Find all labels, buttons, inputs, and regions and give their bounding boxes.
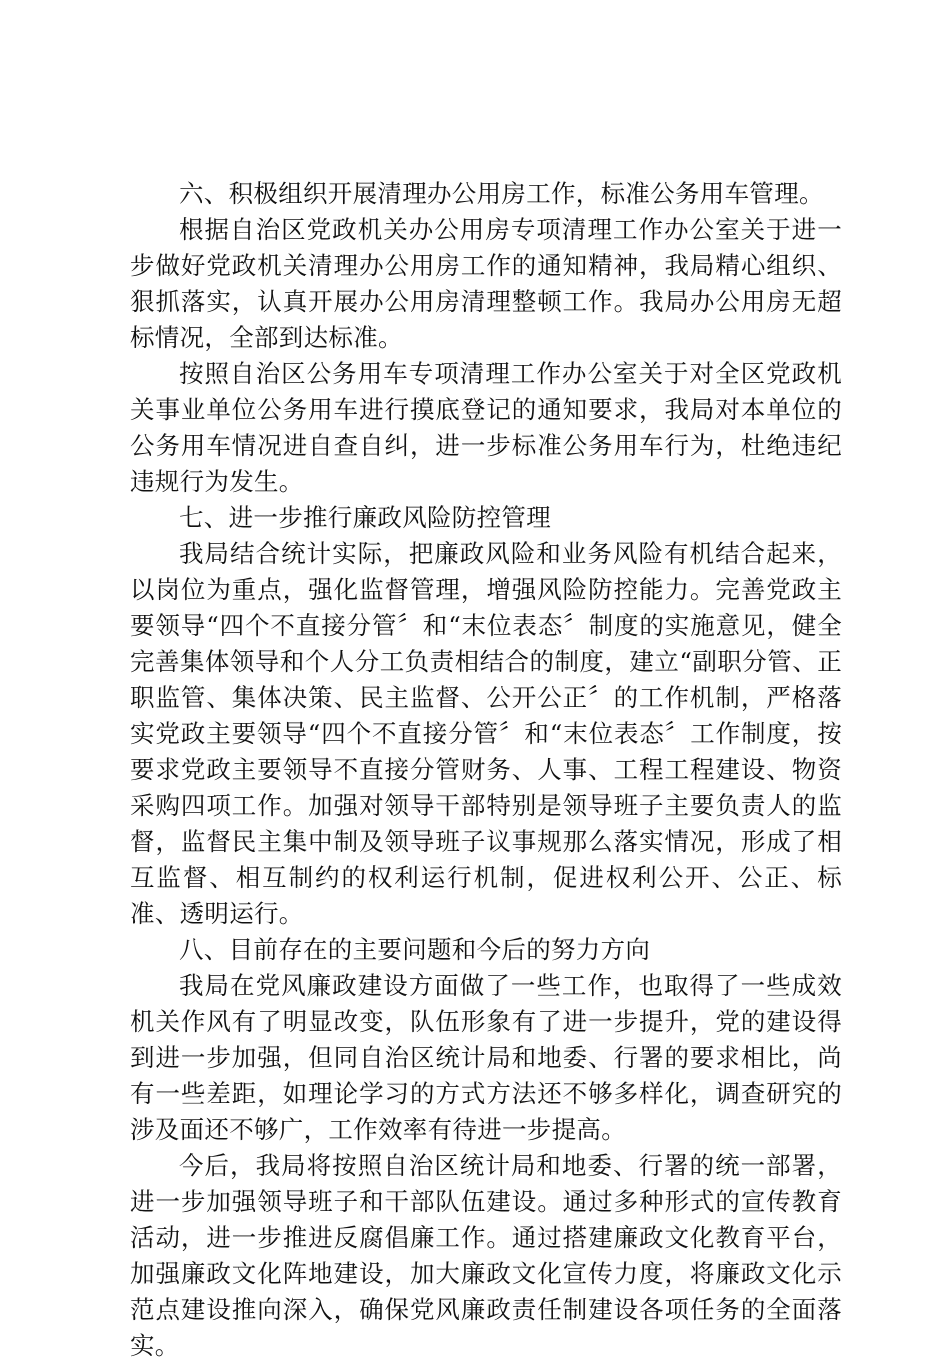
document-page — [130, 176, 842, 1364]
section-heading-6: 六、积极组织开展清理办公用房工作，标准公务用车管理。 — [179, 179, 824, 208]
paragraph-problems: 我局在党风廉政建设方面做了一些工作，也取得了一些成效机关作风有了明显改变，队伍形象有了进一步提升，党的建设得到进一步加强，但同自治区统计局和地委、行署的要求相比，尚有一些差距，如理论学习的方式方法还不够多样化，调查研究的涉及面还不够广，工作效率有待进一步提高。 — [130, 971, 842, 1144]
paragraph-risk-control: 我局结合统计实际，把廉政风险和业务风险有机结合起来，以岗位为重点，强化监督管理，增强风险防控能力。完善党政主要领导“四个不直接分管〞和“末位表态〞制度的实施意见，健全完善集体领导和个人分工负责相结合的制度，建立“副职分管、正职监管、集体决策、民主监督、公开公正〞的工作机制，严格落实党政主要领导“四个不直接分管〞和“末位表态〞工作制度，按要求党政主要领导不直接分管财务、人事、工程工程建设、物资采购四项工作。加强对领导干部特别是领导班子主要负责人的监督，监督民主集中制及领导班子议事规那么落实情况，形成了相互监督、相互制约的权利运行机制，促进权利公开、公正、标准、透明运行。 — [130, 539, 842, 928]
paragraph-official-vehicles: 按照自治区公务用车专项清理工作办公室关于对全区党政机关事业单位公务用车进行摸底登记的通知要求，我局对本单位的公务用车情况进自查自纠，进一步标准公务用车行为，杜绝违纪违规行为发生。 — [130, 359, 842, 496]
section-heading-8: 八、目前存在的主要问题和今后的努力方向 — [179, 935, 651, 964]
section-heading-7: 七、进一步推行廉政风险防控管理 — [179, 503, 551, 532]
paragraph-office-space: 根据自治区党政机关办公用房专项清理工作办公室关于进一步做好党政机关清理办公用房工作的通知精神，我局精心组织、狠抓落实，认真开展办公用房清理整顿工作。我局办公用房无超标情况，全部到达标准。 — [130, 215, 842, 352]
paragraph-future-direction: 今后，我局将按照自治区统计局和地委、行署的统一部署，进一步加强领导班子和干部队伍建设。通过多种形式的宣传教育活动，进一步推进反腐倡廉工作。通过搭建廉政文化教育平台，加强廉政文化阵地建设，加大廉政文化宣传力度，将廉政文化示范点建设推向深入，确保党风廉政责任制建设各项任务的全面落实。 — [130, 1151, 842, 1360]
